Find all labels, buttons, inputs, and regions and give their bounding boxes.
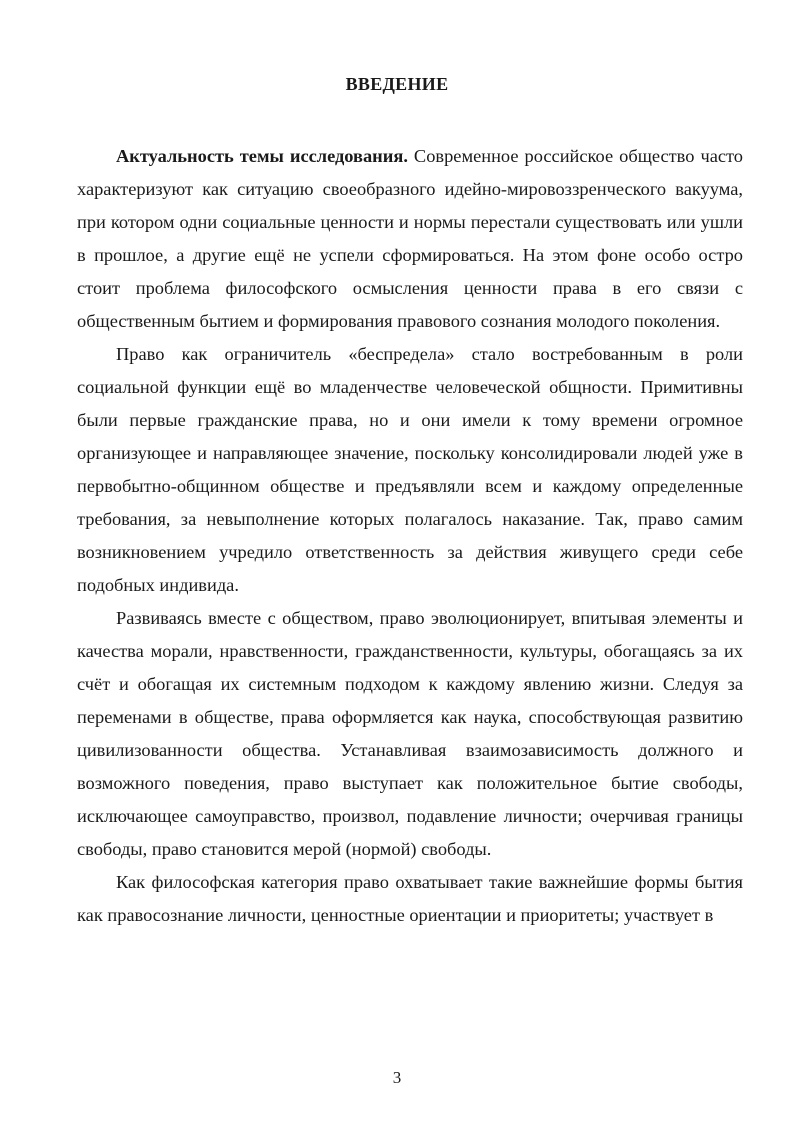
document-body — [77, 140, 743, 932]
paragraph-lead: Актуальность темы исследования. — [116, 146, 408, 166]
paragraph-text: Современное российское общество часто характеризуют как ситуацию своеобразного идейно-мировоззренческого вакуума, при котором одни социальные ценности и нормы перестали существовать или ушли в прошлое, а другие ещё не успели сформироваться. На этом фоне особо остро стоит проблема философского осмысления ценности права в его связи с общественным бытием и формирования правового сознания молодого поколения. — [77, 146, 744, 331]
paragraph-text: Право как ограничитель «беспредела» стало востребованным в роли социальной функции ещё во младенчестве человеческой общности. Примитивны были первые гражданские права, но и они имели к тому времени огромное организующее и направляющее значение, поскольку консолидировали людей уже в первобытно-общинном обществе и предъявляли всем и каждому определенные требования, за невыполнение которых полагалось наказание. Так, право самим возникновением учредило ответственность за действия живущего среди себе подобных индивида. — [77, 344, 743, 595]
paragraph — [77, 338, 743, 602]
paragraph-text: Как философская категория право охватывает такие важнейшие формы бытия как правосознание личности, ценностные ориентации и приоритеты; участвует в — [77, 872, 743, 925]
paragraph-text: Развиваясь вместе с обществом, право эволюционирует, впитывая элементы и качества морали, нравственности, гражданственности, культуры, обогащаясь за их счёт и обогащая их системным подходом к каждому явлению жизни. Следуя за переменами в обществе, права оформляется как наука, способствующая развитию цивилизованности общества. Устанавливая взаимозависимость должного и возможного поведения, право выступает как положительное бытие свободы, исключающее самоуправство, произвол, подавление личности; очерчивая границы свободы, право становится мерой (нормой) свободы. — [77, 608, 743, 859]
paragraph — [77, 602, 743, 866]
paragraph — [77, 866, 743, 932]
paragraph — [77, 140, 743, 338]
page-number: 3 — [392, 1068, 402, 1087]
page-title: ВВЕДЕНИЕ — [345, 74, 449, 94]
